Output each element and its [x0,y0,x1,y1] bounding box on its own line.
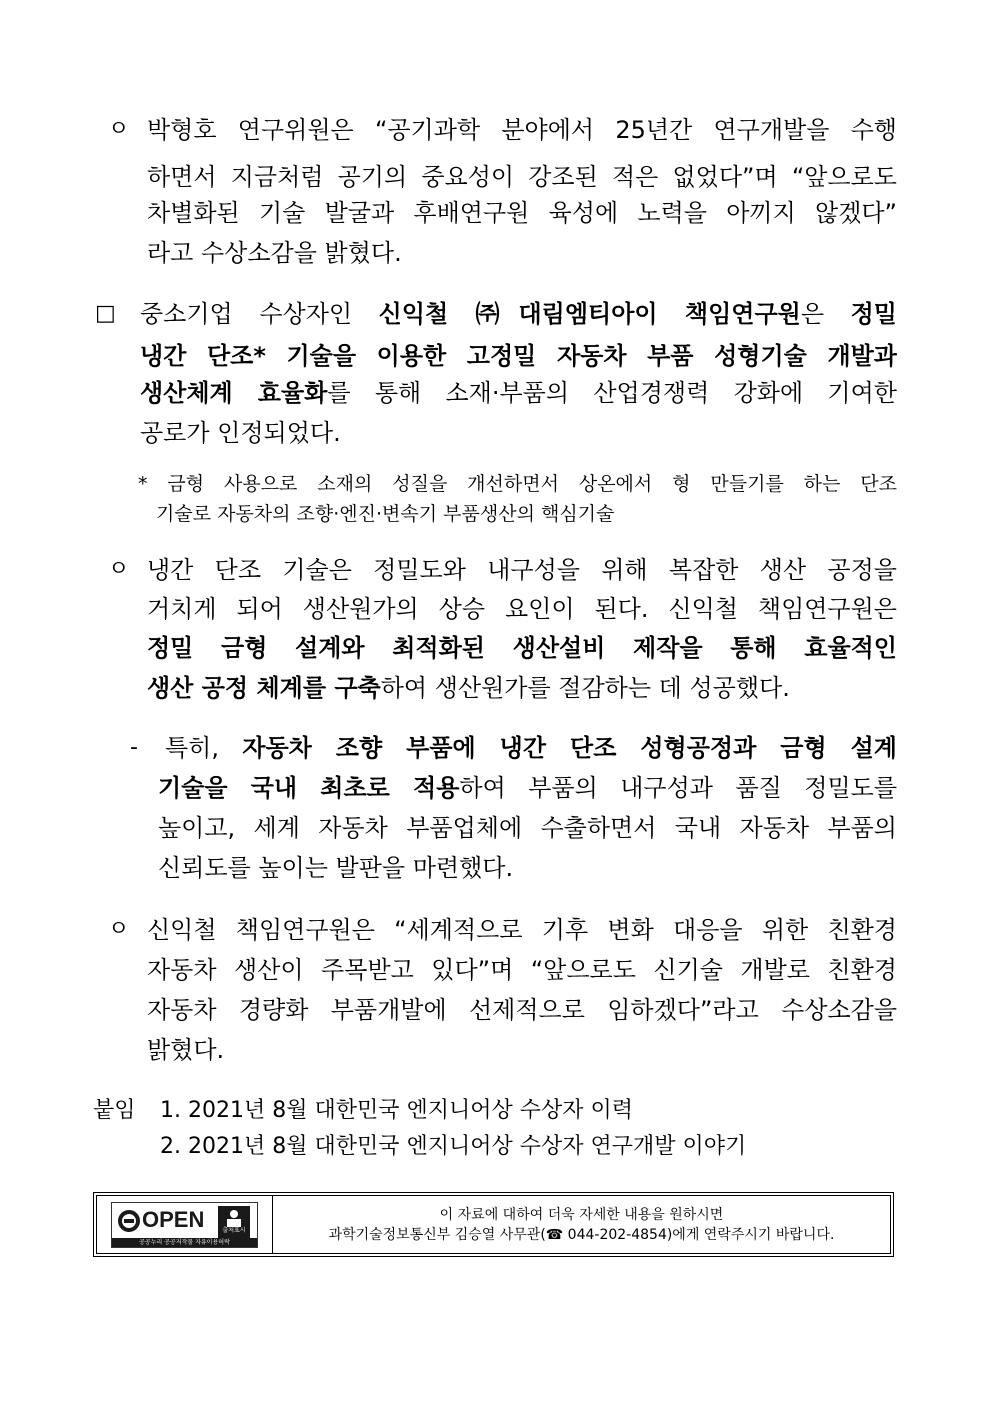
text-run: 은 [800,300,851,328]
footnote-line: 기술로 자동차의 조향·엔진·변속기 부품생산의 핵심기술 [156,503,615,525]
footnote-line: * 금형 사용으로 소재의 성질을 개선하면서 상온에서 형 만들기를 하는 단조 [138,473,897,495]
circle-bullet: ㅇ [108,917,130,942]
attachments-label: 붙임 [93,1098,136,1123]
contact-box [93,1192,894,1257]
contact-box-inner [96,1195,891,1254]
text-line: 신뢰도를 높이는 발판을 마련했다. [158,854,514,882]
text-run: 기술을 국내 최초로 적용 [158,774,460,802]
text-run: 하여 부품의 내구성과 품질 정밀도를 [459,774,897,802]
text-line: 라고 수상소감을 밝혔다. [147,239,402,267]
kogl-logo-cell [97,1196,273,1253]
text-line: 냉간 단조* 기술을 이용한 고정밀 자동차 부품 성형기술 개발과 [140,342,897,370]
text-line: 거치게 되어 생산원가의 상승 요인이 된다. 신익철 책임연구원은 [147,595,897,623]
text-line: 높이고, 세계 자동차 부품업체에 수출하면서 국내 자동차 부품의 [158,814,897,842]
kogl-logo [111,1202,258,1248]
awardee-name: 신익철 ㈜대림엠티아이 책임연구원 [378,300,801,328]
attachment-item: 1. 2021년 8월 대한민국 엔지니어상 수상자 이력 [160,1098,633,1123]
text-run: 생산체계 효율화 [140,379,328,407]
text-line: 공로가 인정되었다. [140,419,341,447]
logo-sub-bar [112,1238,257,1247]
text-line [140,297,897,331]
text-run: 중소기업 수상자인 [140,300,379,328]
contact-line: 과학기술정보통신부 김승열 사무관(☎ 044-202-4854)에게 연락주시기 바랍니다. [328,1226,835,1243]
text-line: 정밀 금형 설계와 최적화된 생산설비 제작을 통해 효율적인 [147,634,897,662]
circle-bullet: ㅇ [108,117,130,142]
contact-text-cell [273,1196,890,1253]
text-run: 생산 공정 체계를 구축 [147,674,381,702]
contact-line: 이 자료에 대하여 더욱 자세한 내용을 원하시면 [439,1206,724,1223]
square-bullet: □ [95,301,116,326]
text-run: 특히, [165,734,243,762]
circle-bullet: ㅇ [108,557,130,582]
text-run: 를 통해 소재·부품의 산업경쟁력 강화에 기여한 [327,379,897,407]
text-run: 자동차 조향 부품에 냉간 단조 성형공정과 금형 설계 [242,734,897,762]
text-line: 자동차 생산이 주목받고 있다”며 “앞으로도 신기술 개발로 친환경 [147,956,897,984]
logo-sub: 공공누리 공공저작물 자유이용허락 [139,1238,230,1246]
text-line: 밝혔다. [147,1036,225,1064]
text-line [158,771,897,805]
logo-badge: 출처표시 [222,1226,246,1234]
text-line [140,376,897,410]
text-line: 박형호 연구위원은 “공기과학 분야에서 25년간 연구개발을 수행 [147,116,897,144]
text-line: 하면서 지금처럼 공기의 중요성이 강조된 적은 없었다”며 “앞으로도 [147,163,897,191]
text-line: 자동차 경량화 부품개발에 선제적으로 임하겠다”라고 수상소감을 [147,996,897,1024]
attachment-item: 2. 2021년 8월 대한민국 엔지니어상 수상자 연구개발 이야기 [160,1134,747,1159]
text-run: 하여 생산원가를 절감하는 데 성공했다. [380,674,790,702]
open-icon [118,1210,140,1232]
text-run: 정밀 [850,300,897,328]
dash-bullet: - [130,735,138,760]
text-line: 냉간 단조 기술은 정밀도와 내구성을 위해 복잡한 생산 공정을 [147,556,897,584]
text-line: 차별화된 기술 발굴과 후배연구원 육성에 노력을 아끼지 않겠다” [147,199,897,227]
text-line: 신익철 책임연구원은 “세계적으로 기후 변화 대응을 위한 친환경 [147,916,897,944]
text-line [147,671,790,705]
attribution-icon [218,1206,250,1238]
logo-text: OPEN [142,1206,205,1232]
text-line [165,731,897,765]
